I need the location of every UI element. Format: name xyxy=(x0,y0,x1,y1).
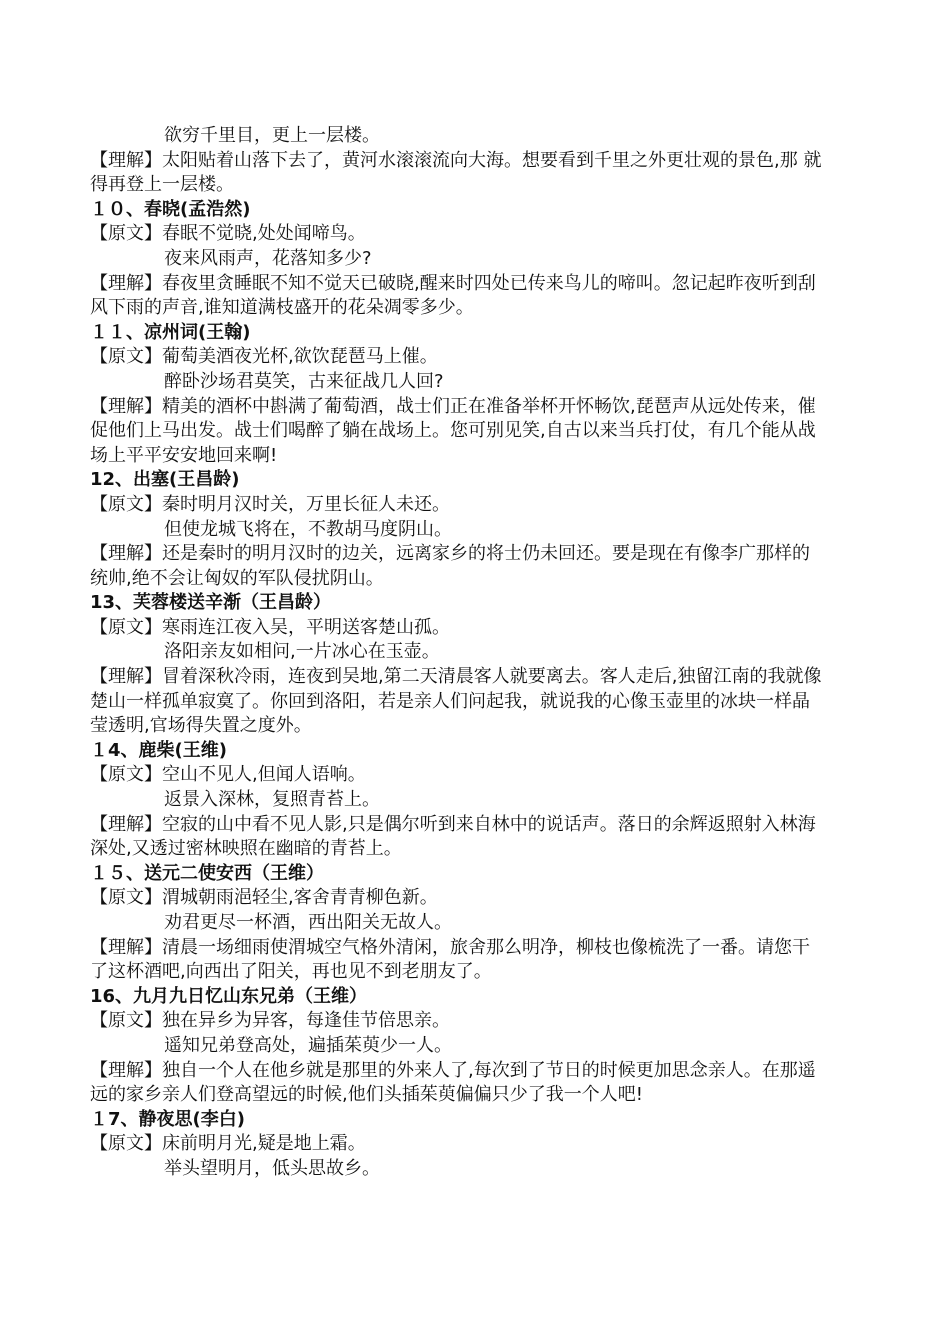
poem-line: 举头望明月，低头思故乡。 xyxy=(164,1157,380,1179)
text-line: 统帅,绝不会让匈奴的军队侵扰阴山。 xyxy=(90,567,384,589)
text-line: 【理解】空寂的山中看不见人影,只是偶尔听到来自林中的说话声。落日的余辉返照射入林海 xyxy=(90,813,816,835)
poem-line: 洛阳亲友如相问,一片冰心在玉壶。 xyxy=(164,641,440,663)
text-line: 了这杯酒吧,向西出了阳关，再也见不到老朋友了。 xyxy=(90,961,492,983)
poem-title: 16、九月九日忆山东兄弟（王维） xyxy=(90,985,368,1007)
text-line: 【原文】葡萄美酒夜光杯,欲饮琵琶马上催。 xyxy=(90,346,438,368)
text-line: 场上平平安安地回来啊! xyxy=(90,444,278,466)
text-line: 风下雨的声音,谁知道满枝盛开的花朵凋零多少。 xyxy=(90,297,474,319)
text-line: 【原文】独在异乡为异客，每逢佳节倍思亲。 xyxy=(90,1010,450,1032)
poem-line: 夜来风雨声，花落知多少? xyxy=(164,247,372,269)
text-line: 【理解】还是秦时的明月汉时的边关，远离家乡的将士仍未回还。要是现在有像李广那样的 xyxy=(90,543,810,565)
text-line: 【理解】清晨一场细雨使渭城空气格外清闲，旅舍那么明净，柳枝也像梳洗了一番。请您干 xyxy=(90,936,810,958)
text-line: 【原文】床前明月光,疑是地上霜。 xyxy=(90,1133,366,1155)
poem-line: 返景入深林，复照青苔上。 xyxy=(164,789,380,811)
poem-line: 遥知兄弟登高处，遍插茱萸少一人。 xyxy=(164,1034,452,1056)
text-line: 莹透明,官场得失置之度外。 xyxy=(90,715,312,737)
text-line: 促他们上马出发。战士们喝醉了躺在战场上。您可别见笑,自古以来当兵打仗，有几个能从战 xyxy=(90,420,816,442)
poem-line: 劝君更尽一杯酒，西出阳关无故人。 xyxy=(164,912,452,933)
text-line: 【理解】冒着深秋冷雨，连夜到吴地,第二天清晨客人就要离去。客人走后,独留江南的我就像 xyxy=(90,666,822,688)
poem-title: １１、凉州词(王翰) xyxy=(90,321,251,343)
document-body xyxy=(90,124,870,1182)
poem-title: 12、出塞(王昌龄) xyxy=(90,469,240,491)
poem-title: １０、春晓(孟浩然) xyxy=(90,198,251,220)
poem-line: 醉卧沙场君莫笑，古来征战几人回? xyxy=(164,370,444,392)
text-line: 【理解】独自一个人在他乡就是那里的外来人了,每次到了节日的时候更加思念亲人。在那遥 xyxy=(90,1059,816,1081)
text-line: 【理解】春夜里贪睡眠不知不觉天已破晓,醒来时四处已传来鸟儿的啼叫。忽记起昨夜听到刮 xyxy=(90,272,816,294)
poem-title: 13、芙蓉楼送辛渐（王昌龄） xyxy=(90,592,332,614)
text-line: 【原文】春眠不觉晓,处处闻啼鸟。 xyxy=(90,223,366,245)
text-line: 远的家乡亲人们登高望远的时候,他们头插茱萸偏偏只少了我一个人吧! xyxy=(90,1084,643,1106)
poem-line: 但使龙城飞将在，不教胡马度阴山。 xyxy=(164,518,452,540)
text-line: 【原文】空山不见人,但闻人语响。 xyxy=(90,764,366,786)
text-line: 得再登上一层楼。 xyxy=(90,174,234,196)
poem-title: １7、静夜思(李白) xyxy=(90,1108,245,1130)
poem-title: １4、鹿柴(王维) xyxy=(90,739,227,761)
text-line: 【原文】秦时明月汉时关，万里长征人未还。 xyxy=(90,493,450,515)
poem-title: １５、送元二使安西（王维） xyxy=(90,862,324,884)
text-line: 楚山一样孤单寂寞了。你回到洛阳，若是亲人们问起我，就说我的心像玉壶里的冰块一样晶 xyxy=(90,690,810,712)
text-line: 【理解】太阳贴着山落下去了，黄河水滚滚流向大海。想要看到千里之外更壮观的景色,那 就 xyxy=(90,149,822,171)
text-line: 【原文】寒雨连江夜入吴，平明送客楚山孤。 xyxy=(90,616,450,638)
text-line: 【原文】渭城朝雨浥轻尘,客舍青青柳色新。 xyxy=(90,887,438,909)
poem-line: 欲穷千里目，更上一层楼。 xyxy=(164,125,380,146)
text-line: 【理解】精美的酒杯中斟满了葡萄酒，战士们正在准备举杯开怀畅饮,琵琶声从远处传来，催 xyxy=(90,395,816,417)
text-line: 深处,又透过密林映照在幽暗的青苔上。 xyxy=(90,838,402,860)
